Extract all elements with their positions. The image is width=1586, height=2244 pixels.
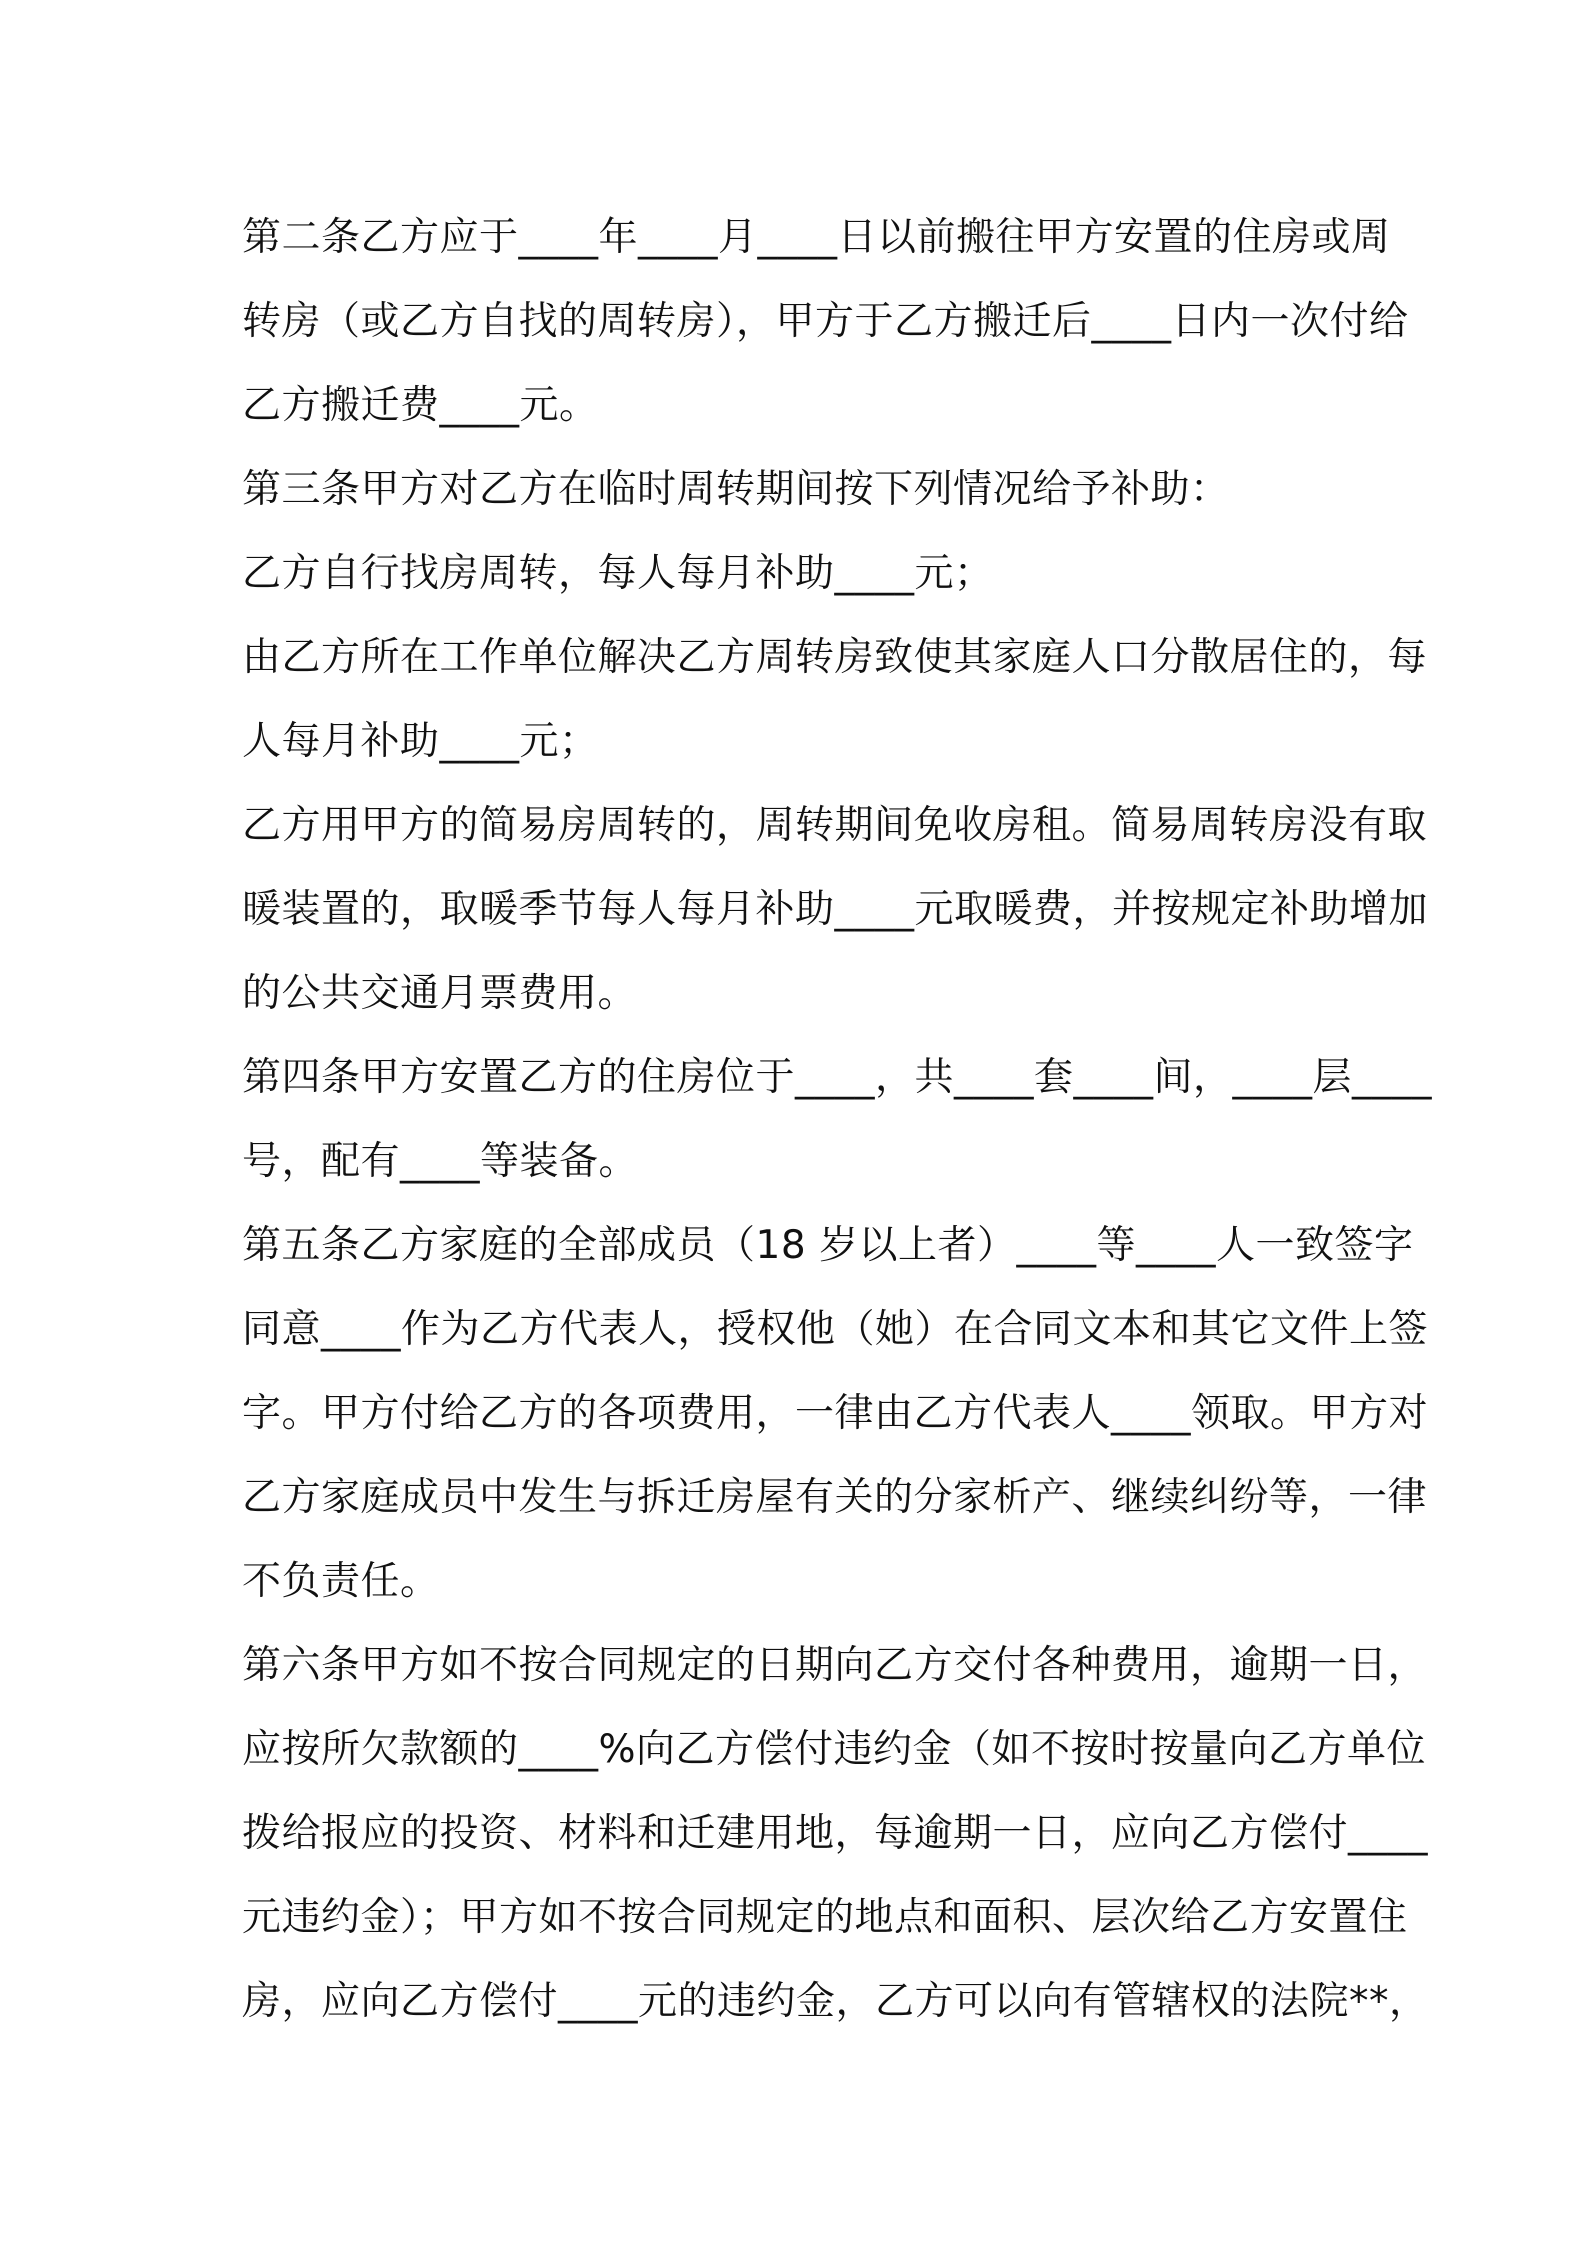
text-line: 乙方家庭成员中发生与拆迁房屋有关的分家析产、继续纠纷等，一律: [242, 1475, 1428, 1520]
text-line: 人每月补助____元；: [242, 719, 599, 764]
text-line: 拨给报应的投资、材料和迁建用地，每逾期一日，应向乙方偿付____: [242, 1811, 1429, 1856]
text-line: 应按所欠款额的____%向乙方偿付违约金（如不按时按量向乙方单位: [242, 1727, 1427, 1772]
text-line: 乙方搬迁费____元。: [242, 383, 599, 428]
text-line: 第三条甲方对乙方在临时周转期间按下列情况给予补助：: [242, 467, 1230, 512]
text-line: 元违约金）；甲方如不按合同规定的地点和面积、层次给乙方安置住: [242, 1895, 1408, 1940]
text-line: 暖装置的，取暖季节每人每月补助____元取暖费，并按规定补助增加: [242, 887, 1429, 932]
text-line: 房，应向乙方偿付____元的违约金，乙方可以向有管辖权的法院**，: [242, 1979, 1429, 2024]
text-line: 同意____作为乙方代表人，授权他（她）在合同文本和其它文件上签: [242, 1307, 1429, 1352]
text-line: 第二条乙方应于____年____月____日以前搬往甲方安置的住房或周: [242, 215, 1391, 260]
text-line: 乙方用甲方的简易房周转的，周转期间免收房租。简易周转房没有取: [242, 803, 1428, 848]
text-line: 字。甲方付给乙方的各项费用，一律由乙方代表人____领取。甲方对: [242, 1391, 1429, 1436]
text-line: 号，配有____等装备。: [242, 1139, 639, 1184]
document-body: [242, 196, 1433, 2044]
text-line: 乙方自行找房周转，每人每月补助____元；: [242, 551, 994, 596]
text-line: 第六条甲方如不按合同规定的日期向乙方交付各种费用，逾期一日，: [242, 1643, 1428, 1688]
text-line: 第四条甲方安置乙方的住房位于____，共____套____间，____层____: [242, 1055, 1433, 1100]
text-line: 不负责任。: [242, 1559, 440, 1604]
text-line: 由乙方所在工作单位解决乙方周转房致使其家庭人口分散居住的，每: [242, 635, 1428, 680]
text-line: 第五条乙方家庭的全部成员（18 岁以上者）____等____人一致签字: [242, 1223, 1414, 1268]
text-line: 的公共交通月票费用。: [242, 971, 638, 1016]
text-line: 转房（或乙方自找的周转房），甲方于乙方搬迁后____日内一次付给: [242, 299, 1409, 344]
